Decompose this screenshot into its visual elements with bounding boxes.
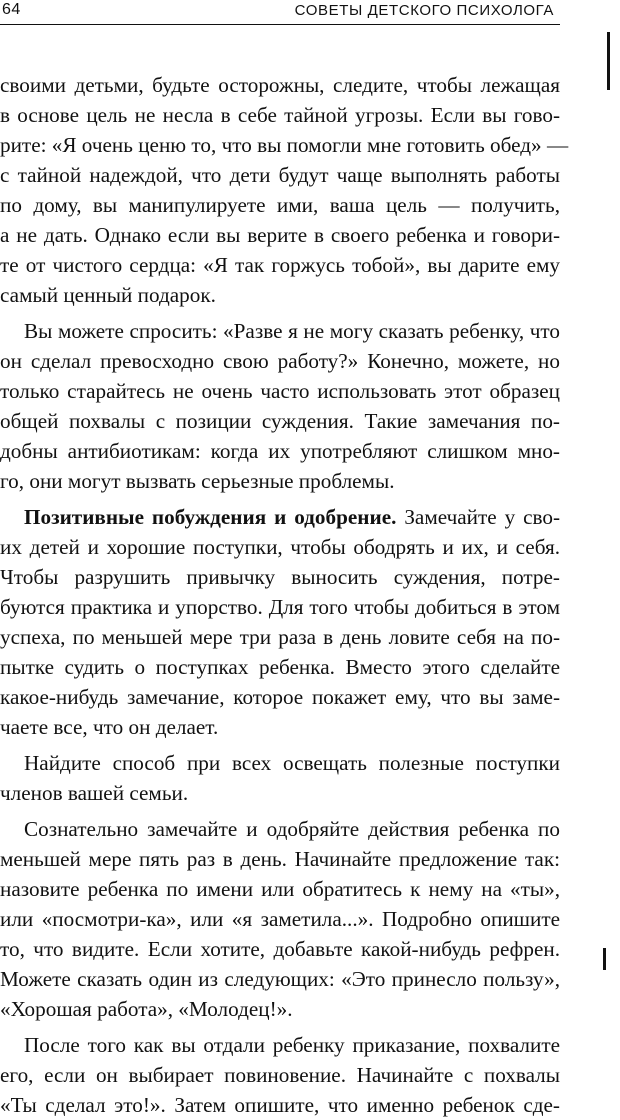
text-line: добны антибиотикам: когда их употребляют слишком мно- <box>0 439 560 463</box>
text-line: общей похвалы с позиции суждения. Такие замечания по- <box>0 409 560 433</box>
text-line: После того как вы отдали ребенку приказание, похвалите <box>24 1033 560 1057</box>
text-line: те от чистого сердца: «Я так горжусь тобой», вы дарите ему <box>0 253 560 277</box>
text-line: их детей и хорошие поступки, чтобы ободрять и их, и себя. <box>0 535 560 559</box>
text-run: Замечайте у сво- <box>396 505 560 529</box>
section-heading: Позитивные побуждения и одобрение. <box>24 505 397 529</box>
text-line: Чтобы разрушить привычку выносить суждения, потре- <box>0 565 560 589</box>
text-line: то, что видите. Если хотите, добавьте какой-нибудь рефрен. <box>0 937 560 961</box>
text-line: своими детьми, будьте осторожны, следите, чтобы лежащая <box>0 73 560 97</box>
text-line: самый ценный подарок. <box>0 283 216 307</box>
text-line <box>0 502 560 532</box>
text-line: он сделал превосходно свою работу?» Конечно, можете, но <box>0 349 560 373</box>
text-line: «Ты сделал это!». Затем опишите, что именно ребенок сде- <box>0 1093 560 1117</box>
paragraph <box>0 814 560 1024</box>
text-line: «Хорошая работа», «Молодец!». <box>0 997 293 1021</box>
text-line: го, они могут вызвать серьезные проблемы. <box>0 469 395 493</box>
text-line: или «посмотри-ка», или «я заметила...». Подробно опишите <box>0 907 560 931</box>
page-number: 64 <box>2 1 21 18</box>
text-line: успеха, по меньшей мере три раза в день ловите себя на по- <box>0 625 560 649</box>
paragraph <box>0 748 560 808</box>
running-header <box>0 0 560 25</box>
text-line: назовите ребенка по имени или обратитесь к нему на «ты», <box>0 877 560 901</box>
text-line: с тайной надеждой, что дети будут чаще выполнять работы <box>0 163 560 187</box>
text-line: какое-нибудь замечание, которое покажет ему, что вы заме- <box>0 685 560 709</box>
body-text <box>0 70 569 1120</box>
paragraph <box>0 1030 560 1120</box>
text-line: Сознательно замечайте и одобряйте действия ребенка по <box>24 817 560 841</box>
text-line: его, если он выбирает повиновение. Начинайте с похвалы <box>0 1063 560 1087</box>
text-line: Найдите способ при всех освещать полезные поступки <box>24 751 560 775</box>
page-edge-mark <box>607 32 610 90</box>
text-line: членов вашей семьи. <box>0 781 189 805</box>
running-title: СОВЕТЫ ДЕТСКОГО ПСИХОЛОГА <box>294 2 554 19</box>
paragraph <box>0 70 569 310</box>
text-line: чаете все, что он делает. <box>0 715 219 739</box>
text-line: по дому, вы манипулируете ими, ваша цель — получить, <box>0 193 560 217</box>
text-line: Можете сказать один из следующих: «Это принесло пользу», <box>0 967 560 991</box>
text-line: в основе цель не несла в себе тайной угрозы. Если вы гово- <box>0 103 560 127</box>
text-line: пытке судить о поступках ребенка. Вместо этого сделайте <box>0 655 560 679</box>
text-line: Вы можете спросить: «Разве я не могу сказать ребенку, что <box>24 319 560 343</box>
paragraph <box>0 316 560 496</box>
text-line: буются практика и упорство. Для того чтобы добиться в этом <box>0 595 560 619</box>
text-line: только старайтесь не очень часто использовать этот образец <box>0 379 560 403</box>
page-edge-mark <box>603 948 606 970</box>
text-line: а не дать. Однако если вы верите в своего ребенка и говори- <box>0 223 560 247</box>
text-line: рите: «Я очень ценю то, что вы помогли мне готовить обед» — <box>0 133 569 157</box>
paragraph <box>0 502 560 742</box>
text-line: меньшей мере пять раз в день. Начинайте предложение так: <box>0 847 560 871</box>
